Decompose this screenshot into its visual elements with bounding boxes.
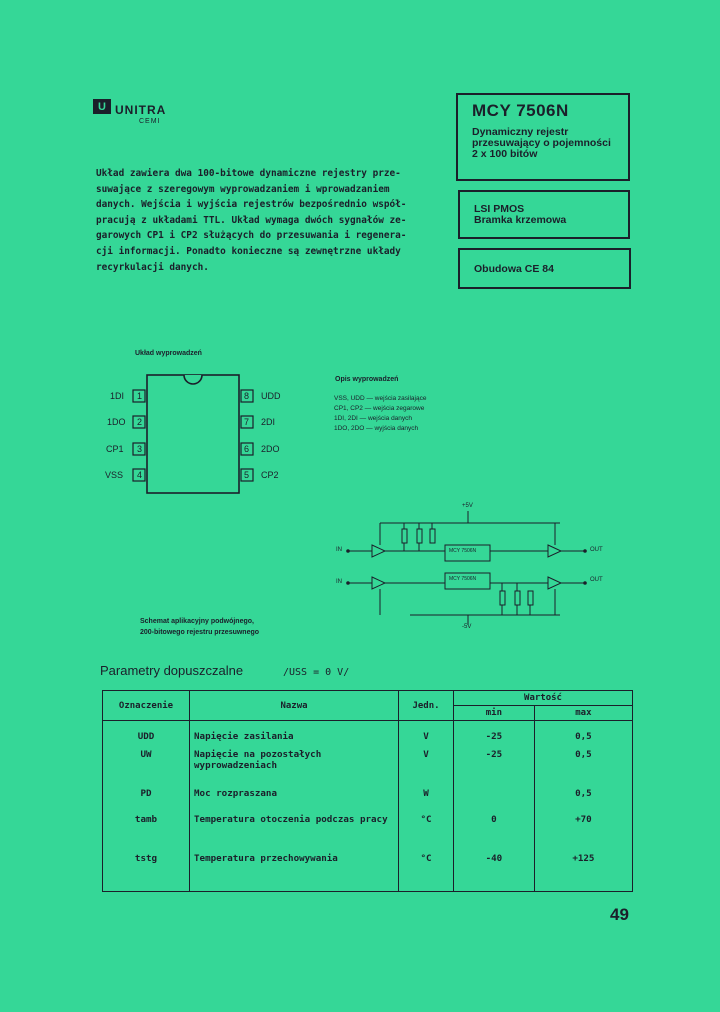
row-max: 0,5	[534, 721, 632, 749]
row-max: +125	[534, 853, 632, 892]
table-row	[103, 788, 633, 814]
logo-sub: CEMI	[139, 118, 161, 125]
pinout-title: Układ wyprowadzeń	[135, 350, 202, 357]
pin-4-name: VSS	[105, 470, 124, 480]
pin-7-name: 2DI	[261, 417, 276, 427]
pin-1-number: 1	[137, 391, 143, 401]
pin-desc-item: 1DO, 2DO — wyjścia danych	[334, 425, 419, 432]
row-name: Napięcie zasilania	[190, 721, 399, 749]
col-symbol: Oznaczenie	[103, 691, 190, 721]
schematic-in-bottom: IN	[336, 579, 342, 585]
row-unit: °C	[399, 853, 454, 892]
logo-brand: UNITRA	[115, 103, 167, 117]
row-symbol: UW	[103, 749, 190, 788]
pin-5-name: CP2	[261, 470, 279, 480]
schematic-caption	[140, 616, 259, 638]
row-symbol: tstg	[103, 853, 190, 892]
pin-6-name: 2DO	[261, 444, 280, 454]
row-min: -25	[454, 749, 535, 788]
row-name: Temperatura otoczenia podczas pracy	[190, 814, 399, 853]
row-name: Temperatura przechowywania	[190, 853, 399, 892]
pin-2-name: 1DO	[107, 417, 126, 427]
row-symbol: tamb	[103, 814, 190, 853]
table-row	[103, 814, 633, 853]
part-desc-2: przesuwający o pojemności	[472, 137, 611, 149]
table-row	[103, 853, 633, 892]
pin-desc-title: Opis wyprowadzeń	[335, 376, 399, 383]
package-box	[458, 248, 631, 289]
part-desc-1: Dynamiczny rejestr	[472, 126, 569, 138]
pin-2-number: 2	[137, 417, 143, 427]
schematic-out-bottom: OUT	[590, 577, 603, 583]
col-min: min	[454, 706, 535, 721]
row-min: -40	[454, 853, 535, 892]
intro-paragraph: Układ zawiera dwa 100-bitowe dynamiczne rejestry prze- suwające z szeregowym wyprowadzaniem i wprowadzaniem danych. Wejścia i wyjścia rejestrów bezpośrednio współ- pracują z układami TTL. Układ wymaga dwóch sygnałów ze- garowych CP1 i CP2 służących do przesuwania i regenera- cji informacji. Ponadto konieczne są zewnętrzne układy recyrkulacji danych.	[96, 168, 407, 273]
row-unit: V	[399, 749, 454, 788]
pin-3-name: CP1	[106, 444, 124, 454]
row-max: +70	[534, 814, 632, 853]
table-row	[103, 721, 633, 749]
params-table	[102, 690, 633, 892]
row-min: -25	[454, 721, 535, 749]
col-value: Wartość	[454, 691, 633, 706]
pin-3-number: 3	[137, 444, 143, 454]
row-unit: °C	[399, 814, 454, 853]
params-condition: /USS = 0 V/	[283, 667, 350, 678]
schematic-caption-line: Schemat aplikacyjny podwójnego,	[140, 618, 254, 625]
pin-desc-item: 1DI, 2DI — wejścia danych	[334, 415, 413, 422]
part-header-box	[456, 93, 630, 181]
row-min	[454, 788, 535, 814]
pinout-diagram	[95, 370, 295, 500]
table-row	[103, 749, 633, 788]
row-max: 0,5	[534, 749, 632, 788]
pin-5-number: 5	[244, 470, 250, 480]
schematic-caption-line: 200-bitowego rejestru przesuwnego	[140, 629, 260, 636]
col-name: Nazwa	[190, 691, 399, 721]
row-name: Moc rozpraszana	[190, 788, 399, 814]
logo-mark: U	[93, 99, 111, 114]
schematic-chip-bottom: MCY 7506N	[449, 576, 477, 582]
part-desc-3: 2 x 100 bitów	[472, 148, 538, 160]
pin-4-number: 4	[137, 470, 143, 480]
schematic-out-top: OUT	[590, 547, 603, 553]
part-number: MCY 7506N	[472, 101, 569, 120]
page-number: 49	[610, 905, 629, 924]
unitra-logo	[93, 99, 166, 125]
schematic-supply-bottom: -5V	[462, 624, 472, 630]
col-max: max	[534, 706, 632, 721]
params-title: Parametry dopuszczalne	[100, 663, 244, 678]
col-unit: Jedn.	[399, 691, 454, 721]
schematic-chip-top: MCY 7506N	[449, 548, 477, 554]
row-min: 0	[454, 814, 535, 853]
row-unit: V	[399, 721, 454, 749]
pin-7-number: 7	[244, 417, 250, 427]
pin-desc-list	[334, 394, 426, 434]
tech-line-2: Bramka krzemowa	[474, 214, 567, 226]
row-symbol: UDD	[103, 721, 190, 749]
pin-8-number: 8	[244, 391, 250, 401]
row-name: Napięcie na pozostałych wyprowadzeniach	[190, 749, 399, 788]
schematic-supply-top: +5V	[462, 503, 473, 509]
pin-desc-item: CP1, CP2 — wejścia zegarowe	[334, 405, 425, 412]
application-schematic	[330, 505, 620, 635]
schematic-in-top: IN	[336, 547, 342, 553]
pin-1-name: 1DI	[110, 391, 125, 401]
pin-desc-item: VSS, UDD — wejścia zasilające	[334, 395, 427, 402]
pin-8-name: UDD	[261, 391, 281, 401]
row-max: 0,5	[534, 788, 632, 814]
row-unit: W	[399, 788, 454, 814]
row-symbol: PD	[103, 788, 190, 814]
pin-6-number: 6	[244, 444, 250, 454]
package-label: Obudowa CE 84	[474, 263, 554, 275]
technology-box	[458, 190, 630, 239]
tech-line-1: LSI PMOS	[474, 203, 525, 215]
